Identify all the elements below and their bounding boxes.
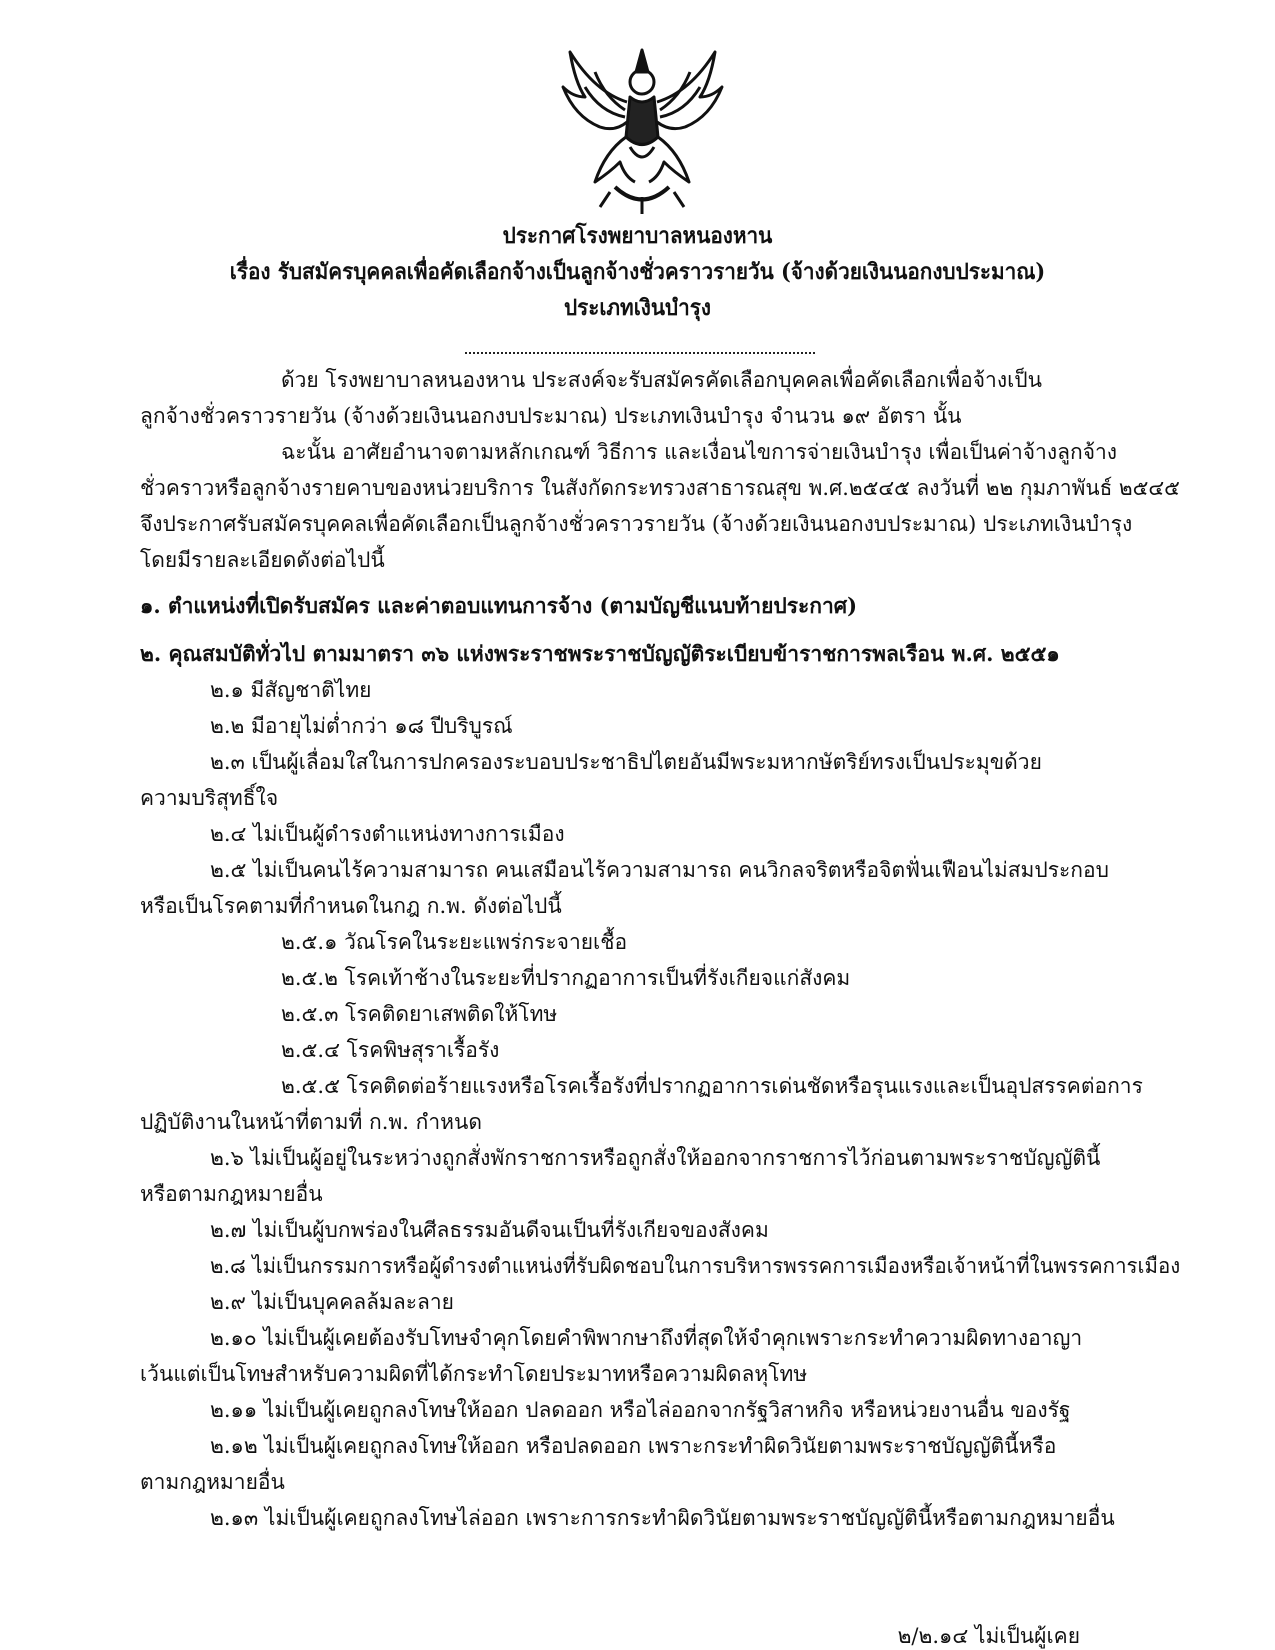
- item-2-1: ๒.๑ มีสัญชาติไทย: [210, 678, 372, 702]
- document-subject: เรื่อง รับสมัครบุคคลเพื่อคัดเลือกจ้างเป็นลูกจ้างชั่วคราวรายวัน (จ้างด้วยเงินนอกงบประมาณ): [229, 259, 1046, 285]
- page-continuation-note: ๒/๒.๑๔ ไม่เป็นผู้เคย: [897, 1624, 1080, 1648]
- item-2-10-line-2: เว้นแต่เป็นโทษสำหรับความผิดที่ได้กระทำโดยประมาทหรือความผิดลหุโทษ: [140, 1362, 808, 1386]
- item-2-12-line-1: ๒.๑๒ ไม่เป็นผู้เคยถูกลงโทษให้ออก หรือปลดออก เพราะกระทำผิดวินัยตามพระราชบัญญัตินี้หรือ: [210, 1434, 1057, 1458]
- item-2-8: ๒.๘ ไม่เป็นกรรมการหรือผู้ดำรงตำแหน่งที่รับผิดชอบในการบริหารพรรคการเมืองหรือเจ้าหน้าที่ในพรรคการเมือง: [210, 1254, 1181, 1278]
- section-1-heading: ๑. ตำแหน่งที่เปิดรับสมัคร และค่าตอบแทนการจ้าง (ตามบัญชีแนบท้ายประกาศ): [140, 593, 858, 618]
- document-type: ประเภทเงินบำรุง: [563, 295, 712, 321]
- item-2-5-5-line-1: ๒.๕.๕ โรคติดต่อร้ายแรงหรือโรคเรื้อรังที่ปรากฏอาการเด่นชัดหรือรุนแรงและเป็นอุปสรรคต่อการ: [281, 1074, 1143, 1098]
- item-2-9: ๒.๙ ไม่เป็นบุคคลล้มละลาย: [210, 1290, 454, 1314]
- item-2-5-2: ๒.๕.๒ โรคเท้าช้างในระยะที่ปรากฏอาการเป็นที่รังเกียจแก่สังคม: [281, 966, 851, 990]
- item-2-5-line-2: หรือเป็นโรคตามที่กำหนดในกฎ ก.พ. ดังต่อไปนี้: [140, 894, 562, 918]
- document-title: ประกาศโรงพยาบาลหนองหาน: [502, 223, 773, 249]
- item-2-5-1: ๒.๕.๑ วัณโรคในระยะแพร่กระจายเชื้อ: [281, 930, 628, 954]
- item-2-5-line-1: ๒.๕ ไม่เป็นคนไร้ความสามารถ คนเสมือนไร้ความสามารถ คนวิกลจริตหรือจิตฟั่นเฟือนไม่สมประกอบ: [210, 858, 1109, 882]
- item-2-4: ๒.๔ ไม่เป็นผู้ดำรงตำแหน่งทางการเมือง: [210, 822, 565, 846]
- item-2-10-line-1: ๒.๑๐ ไม่เป็นผู้เคยต้องรับโทษจำคุกโดยคำพิพากษาถึงที่สุดให้จำคุกเพราะกระทำความผิดทางอาญา: [210, 1326, 1083, 1350]
- item-2-5-3: ๒.๕.๓ โรคติดยาเสพติดให้โทษ: [281, 1002, 558, 1026]
- item-2-6-line-1: ๒.๖ ไม่เป็นผู้อยู่ในระหว่างถูกสั่งพักราชการหรือถูกสั่งให้ออกจากราชการไว้ก่อนตามพระราชบัญญัตินี้: [210, 1146, 1101, 1170]
- intro-paragraph-1-line-2: ลูกจ้างชั่วคราวรายวัน (จ้างด้วยเงินนอกงบประมาณ) ประเภทเงินบำรุง จำนวน ๑๙ อัตรา นั้น: [140, 404, 962, 428]
- item-2-11: ๒.๑๑ ไม่เป็นผู้เคยถูกลงโทษให้ออก ปลดออก หรือไล่ออกจากรัฐวิสาหกิจ หรือหน่วยงานอื่น ของรัฐ: [210, 1398, 1071, 1422]
- intro-paragraph-1-line-1: ด้วย โรงพยาบาลหนองหาน ประสงค์จะรับสมัครคัดเลือกบุคคลเพื่อคัดเลือกเพื่อจ้างเป็น: [281, 368, 1042, 392]
- intro-paragraph-2-line-4: โดยมีรายละเอียดดังต่อไปนี้: [140, 548, 385, 572]
- item-2-6-line-2: หรือตามกฎหมายอื่น: [140, 1182, 323, 1206]
- item-2-2: ๒.๒ มีอายุไม่ต่ำกว่า ๑๘ ปีบริบูรณ์: [210, 714, 513, 738]
- garuda-emblem: [555, 42, 730, 217]
- item-2-5-5-line-2: ปฏิบัติงานในหน้าที่ตามที่ ก.พ. กำหนด: [140, 1110, 482, 1134]
- intro-paragraph-2-line-3: จึงประกาศรับสมัครบุคคลเพื่อคัดเลือกเป็นลูกจ้างชั่วคราวรายวัน (จ้างด้วยเงินนอกงบประมาณ) ประเภทเงินบำรุง: [140, 512, 1133, 536]
- item-2-12-line-2: ตามกฎหมายอื่น: [140, 1470, 285, 1494]
- item-2-3-line-2: ความบริสุทธิ์ใจ: [140, 786, 279, 810]
- section-2-heading: ๒. คุณสมบัติทั่วไป ตามมาตรา ๓๖ แห่งพระราชพระราชบัญญัติระเบียบข้าราชการพลเรือน พ.ศ. ๒๕๕๑: [140, 641, 1060, 666]
- dotted-separator: [465, 352, 815, 356]
- item-2-7: ๒.๗ ไม่เป็นผู้บกพร่องในศีลธรรมอันดีจนเป็นที่รังเกียจของสังคม: [210, 1218, 769, 1242]
- intro-paragraph-2-line-2: ชั่วคราวหรือลูกจ้างรายคาบของหน่วยบริการ ในสังกัดกระทรวงสาธารณสุข พ.ศ.๒๕๔๕ ลงวันที่ ๒๒ กุมภาพันธ์ ๒๕๔๕: [140, 476, 1180, 500]
- item-2-5-4: ๒.๕.๔ โรคพิษสุราเรื้อรัง: [281, 1038, 500, 1062]
- intro-paragraph-2-line-1: ฉะนั้น อาศัยอำนาจตามหลักเกณฑ์ วิธีการ และเงื่อนไขการจ่ายเงินบำรุง เพื่อเป็นค่าจ้างลูกจ้าง: [281, 440, 1118, 464]
- item-2-3-line-1: ๒.๓ เป็นผู้เลื่อมใสในการปกครองระบอบประชาธิปไตยอันมีพระมหากษัตริย์ทรงเป็นประมุขด้วย: [210, 750, 1042, 774]
- item-2-13: ๒.๑๓ ไม่เป็นผู้เคยถูกลงโทษไล่ออก เพราะการกระทำผิดวินัยตามพระราชบัญญัตินี้หรือตามกฎหมายอื่น: [210, 1506, 1115, 1530]
